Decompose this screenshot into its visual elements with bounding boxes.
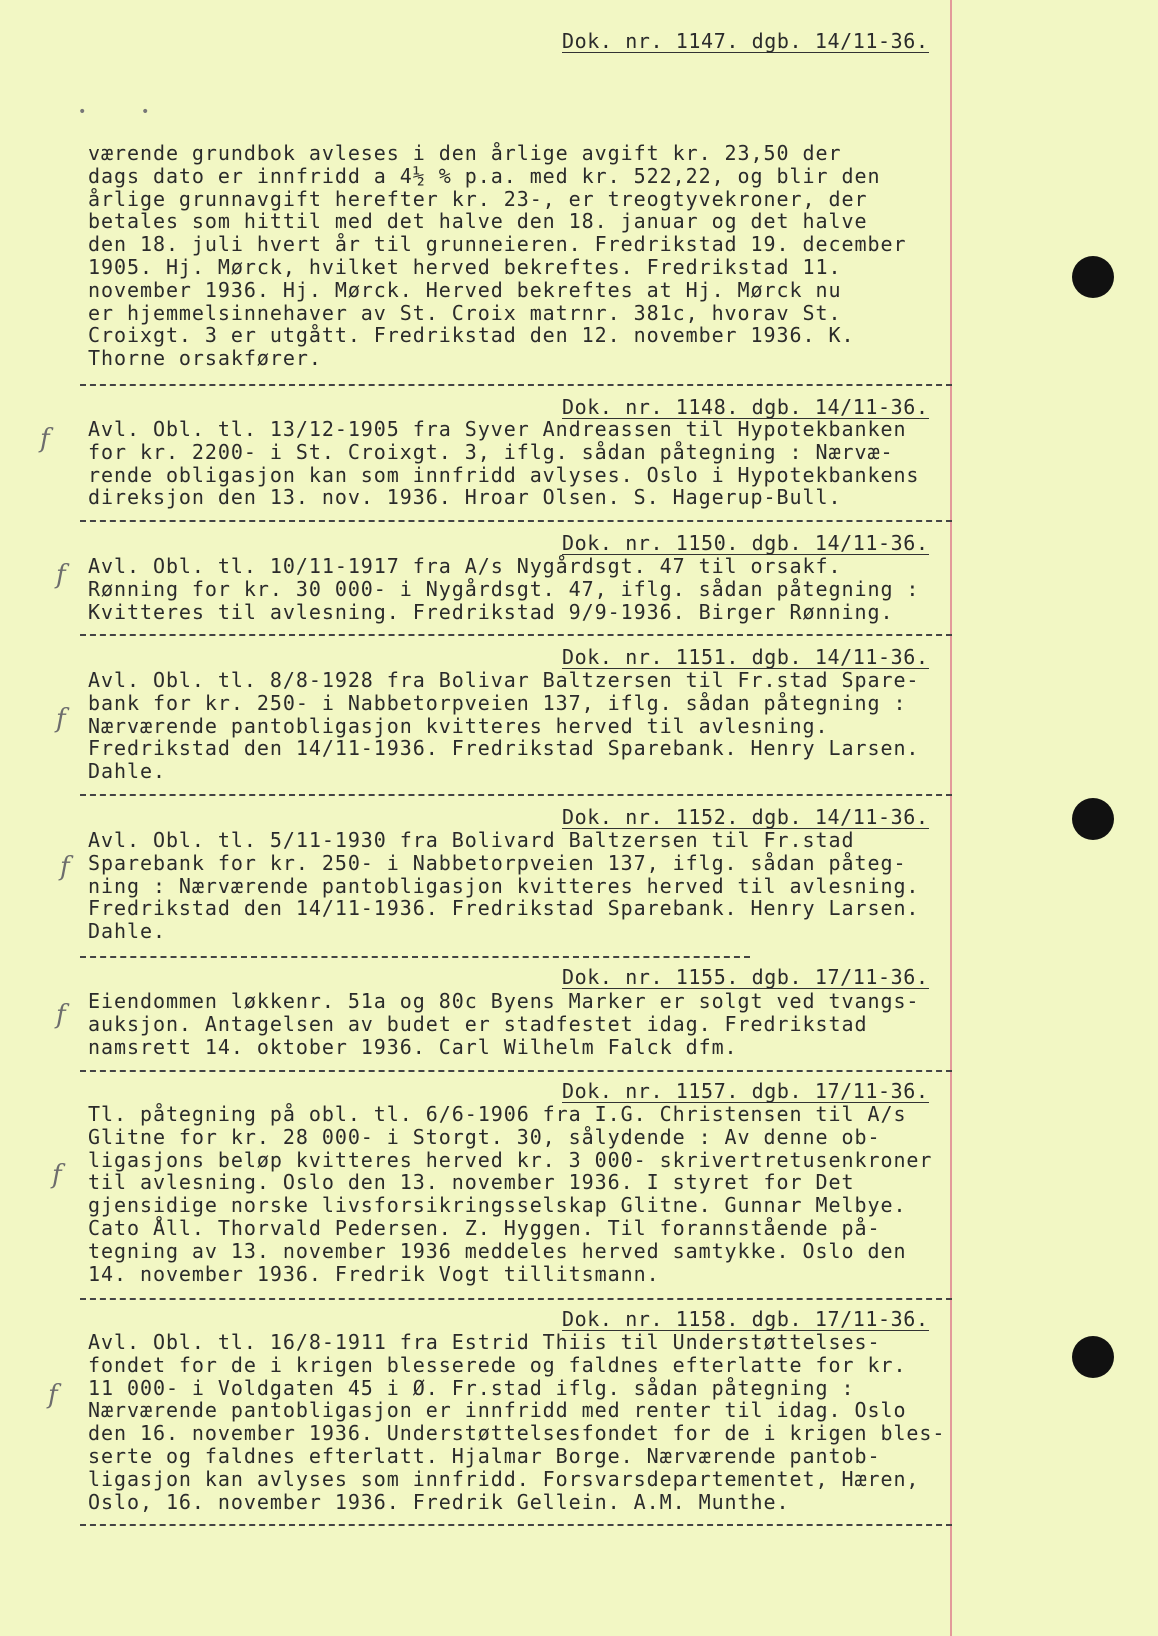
margin-annotation: f bbox=[40, 424, 50, 454]
text-line: Sparebank for kr. 250- i Nabbetorpveien 137, iflg. sådan påteg- bbox=[88, 850, 907, 875]
text-line: bank for kr. 250- i Nabbetorpveien 137, iflg. sådan påtegning : bbox=[88, 690, 907, 715]
text-line: dags dato er innfridd a 4½ % p.a. med kr. 522,22, og blir den bbox=[88, 163, 881, 188]
separator-line bbox=[80, 1298, 952, 1300]
text-line: Fredrikstad den 14/11-1936. Fredrikstad Sparebank. Henry Larsen. bbox=[88, 736, 920, 761]
separator-line bbox=[80, 956, 750, 958]
text-line: ning : Nærværende pantobligasjon kvitteres herved til avlesning. bbox=[88, 873, 920, 898]
text-line: den 16. november 1936. Understøttelsesfondet for de i krigen bles- bbox=[88, 1421, 946, 1446]
text-line: tegning av 13. november 1936 meddeles herved samtykke. Oslo den bbox=[88, 1238, 907, 1263]
text-line: betales som hittil med det halve den 18. januar og det halve bbox=[88, 209, 868, 234]
margin-annotation: f bbox=[56, 560, 66, 590]
text-line: Fredrikstad den 14/11-1936. Fredrikstad Sparebank. Henry Larsen. bbox=[88, 896, 920, 921]
text-line: Dahle. bbox=[88, 759, 166, 784]
text-line: Glitne for kr. 28 000- i Storgt. 30, sålydende : Av denne ob- bbox=[88, 1124, 881, 1149]
entry-body bbox=[88, 1331, 945, 1513]
text-line: Nærværende pantobligasjon kvitteres herved til avlesning. bbox=[88, 713, 829, 738]
text-line: Oslo, 16. november 1936. Fredrik Gellein. A.M. Munthe. bbox=[88, 1489, 790, 1514]
text-line: værende grundbok avleses i den årlige avgift kr. 23,50 der bbox=[88, 141, 842, 165]
text-line: er hjemmelsinnehaver av St. Croix matrnr. 381c, hvorav St. bbox=[88, 300, 842, 325]
stray-mark: • bbox=[141, 104, 150, 120]
text-line: Avl. Obl. tl. 10/11-1917 fra A/s Nygårdsgt. 47 til orsakf. bbox=[88, 554, 842, 578]
text-line: den 18. juli hvert år til grunneieren. Fredrikstad 19. december bbox=[88, 232, 907, 257]
text-line: fondet for de i krigen blesserede og faldnes efterlatte for kr. bbox=[88, 1352, 907, 1377]
separator-line bbox=[80, 794, 952, 796]
separator-line bbox=[80, 1070, 952, 1072]
text-line: 1905. Hj. Mørck, hvilket herved bekreftes. Fredrikstad 11. bbox=[88, 254, 842, 279]
stray-mark: • bbox=[78, 104, 87, 120]
separator-line bbox=[80, 1524, 952, 1526]
text-line: Cato Åll. Thorvald Pedersen. Z. Hyggen. Til forannstående på- bbox=[88, 1215, 881, 1240]
doc-header: Dok. nr. 1151. dgb. 14/11-36. bbox=[562, 645, 929, 669]
doc-header: Dok. nr. 1152. dgb. 14/11-36. bbox=[562, 805, 929, 829]
text-line: ligasjons beløp kvitteres herved kr. 3 000- skrivertretusenkroner bbox=[88, 1147, 933, 1172]
margin-annotation: f bbox=[60, 852, 70, 882]
entry-body bbox=[88, 669, 919, 783]
text-line: Avl. Obl. tl. 13/12-1905 fra Syver Andreassen til Hypotekbanken bbox=[88, 417, 907, 441]
entry-body bbox=[88, 829, 919, 943]
entry-body bbox=[88, 142, 906, 370]
text-line: november 1936. Hj. Mørck. Herved bekreftes at Hj. Mørck nu bbox=[88, 277, 842, 302]
doc-header: Dok. nr. 1155. dgb. 17/11-36. bbox=[562, 965, 929, 989]
margin-annotation: f bbox=[52, 1160, 62, 1190]
margin-annotation: f bbox=[56, 704, 66, 734]
doc-header: Dok. nr. 1157. dgb. 17/11-36. bbox=[562, 1079, 929, 1103]
text-line: årlige grunnavgift herefter kr. 23-, er treogtyvekroner, der bbox=[88, 186, 868, 211]
punch-hole-2 bbox=[1072, 798, 1114, 840]
entry-body bbox=[88, 990, 919, 1058]
text-line: auksjon. Antagelsen av budet er stadfestet idag. Fredrikstad bbox=[88, 1011, 868, 1036]
text-line: 11 000- i Voldgaten 45 i Ø. Fr.stad iflg. sådan påtegning : bbox=[88, 1375, 855, 1400]
entry-body bbox=[88, 418, 919, 509]
text-line: Eiendommen løkkenr. 51a og 80c Byens Marker er solgt ved tvangs- bbox=[88, 989, 920, 1013]
separator-line bbox=[80, 384, 952, 386]
text-line: Avl. Obl. tl. 16/8-1911 fra Estrid Thiis til Understøttelses- bbox=[88, 1330, 881, 1354]
text-line: Thorne orsakfører. bbox=[88, 346, 322, 371]
margin-annotation: f bbox=[56, 1000, 66, 1030]
text-line: til avlesning. Oslo den 13. november 1936. I styret for Det bbox=[88, 1170, 855, 1195]
top-header: Dok. nr. 1147. dgb. 14/11-36. bbox=[562, 29, 929, 53]
text-line: Kvitteres til avlesning. Fredrikstad 9/9-1936. Birger Rønning. bbox=[88, 599, 894, 624]
margin-annotation: f bbox=[48, 1380, 58, 1410]
punch-hole-3 bbox=[1072, 1336, 1114, 1378]
separator-line bbox=[80, 520, 952, 522]
entry-body bbox=[88, 1103, 932, 1285]
text-line: direksjon den 13. nov. 1936. Hroar Olsen. S. Hagerup-Bull. bbox=[88, 485, 842, 510]
text-line: ligasjon kan avlyses som innfridd. Forsvarsdepartementet, Hæren, bbox=[88, 1466, 920, 1491]
text-line: namsrett 14. oktober 1936. Carl Wilhelm Falck dfm. bbox=[88, 1034, 738, 1059]
text-line: Tl. påtegning på obl. tl. 6/6-1906 fra I.G. Christensen til A/s bbox=[88, 1102, 907, 1126]
text-line: serte og faldnes efterlatt. Hjalmar Borge. Nærværende pantob- bbox=[88, 1443, 881, 1468]
text-line: gjensidige norske livsforsikringsselskap Glitne. Gunnar Melbye. bbox=[88, 1193, 907, 1218]
entry-body bbox=[88, 555, 919, 623]
text-line: Croixgt. 3 er utgått. Fredrikstad den 12. november 1936. K. bbox=[88, 323, 855, 348]
text-line: for kr. 2200- i St. Croixgt. 3, iflg. sådan påtegning : Nærvæ- bbox=[88, 439, 894, 464]
doc-header: Dok. nr. 1150. dgb. 14/11-36. bbox=[562, 531, 929, 555]
doc-header: Dok. nr. 1158. dgb. 17/11-36. bbox=[562, 1307, 929, 1331]
text-line: rende obligasjon kan som innfridd avlyses. Oslo i Hypotekbankens bbox=[88, 462, 920, 487]
text-line: 14. november 1936. Fredrik Vogt tillitsmann. bbox=[88, 1261, 660, 1286]
punch-hole-1 bbox=[1072, 256, 1114, 298]
text-line: Avl. Obl. tl. 5/11-1930 fra Bolivard Baltzersen til Fr.stad bbox=[88, 828, 855, 852]
text-line: Nærværende pantobligasjon er innfridd med renter til idag. Oslo bbox=[88, 1398, 907, 1423]
text-line: Dahle. bbox=[88, 919, 166, 944]
text-line: Rønning for kr. 30 000- i Nygårdsgt. 47, iflg. sådan påtegning : bbox=[88, 576, 920, 601]
text-line: Avl. Obl. tl. 8/8-1928 fra Bolivar Baltzersen til Fr.stad Spare- bbox=[88, 668, 920, 692]
separator-line bbox=[80, 634, 952, 636]
doc-header: Dok. nr. 1148. dgb. 14/11-36. bbox=[562, 395, 929, 419]
margin-rule bbox=[950, 0, 952, 1636]
